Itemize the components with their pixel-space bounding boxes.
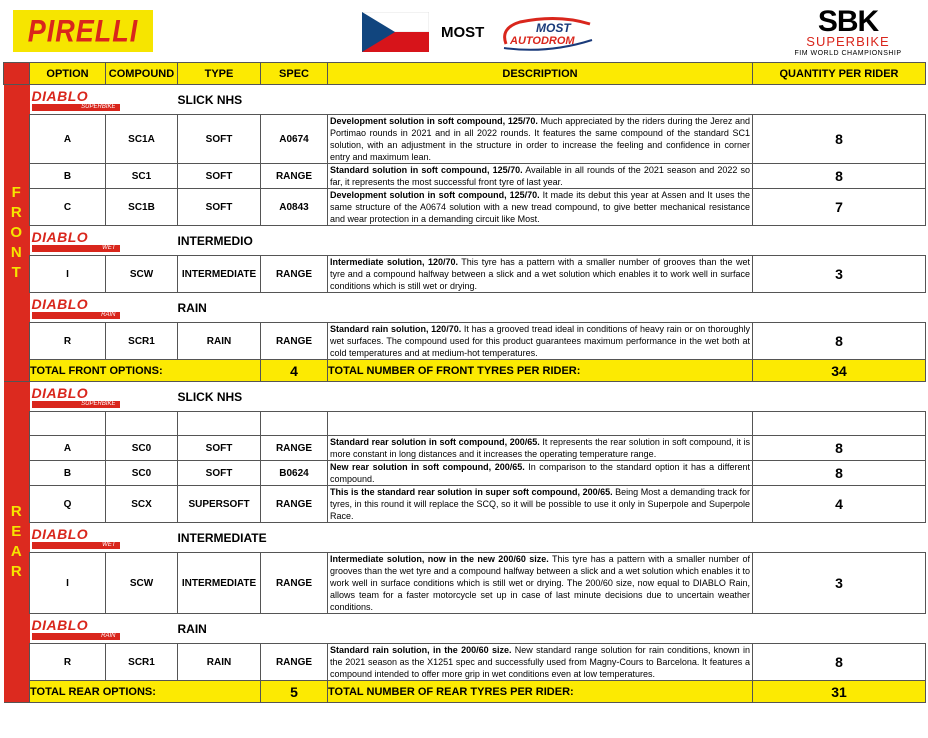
- description-cell: [328, 553, 753, 614]
- front-side-letter: O: [10, 224, 23, 241]
- column-header: TYPE: [178, 63, 261, 85]
- spec-cell: B0624: [261, 461, 328, 486]
- diablo-logo-brand: DIABLO: [31, 616, 89, 633]
- description-cell: [328, 256, 753, 293]
- venue-label: MOST: [441, 24, 485, 41]
- spec-cell: A0674: [261, 115, 328, 164]
- diablo-logo-brand: DIABLO: [31, 295, 89, 312]
- tyre-row: [4, 644, 926, 681]
- description-text: Available in all rounds of the 2021 season and 2022 so far, it represents the most successful front tyre of last year.: [330, 165, 750, 187]
- front-side-label: [4, 85, 30, 382]
- compound-cell: SCW: [106, 256, 178, 293]
- diablo-logo-brand: DIABLO: [31, 384, 89, 401]
- tyre-row: [4, 486, 926, 523]
- option-cell: A: [30, 436, 106, 461]
- type-cell: RAIN: [178, 644, 261, 681]
- description-cell: [328, 644, 753, 681]
- description-text: Much appreciated by the riders during the Jerez and Portimao rounds in 2021 and in all 2022 rounds. It features the same compound of the standard SC1 solution, with an adjustment in the structure in order to increase the feeling and confidence in corner entry and maximum lean.: [330, 116, 751, 162]
- diablo-logo: [31, 295, 120, 318]
- description-heading: Standard rain solution, 120/70.: [330, 324, 462, 334]
- page-header: [0, 0, 928, 62]
- diablo-logo-cell: [30, 614, 178, 644]
- autodrom-logo-bottom: AUTODROM: [510, 35, 575, 47]
- category-row: [4, 382, 926, 412]
- tyre-row: [4, 115, 926, 164]
- option-cell: C: [30, 189, 106, 226]
- sbk-logo-sub2: FIM WORLD CHAMPIONSHIP: [794, 50, 902, 57]
- autodrom-logo-top: MOST: [536, 21, 571, 35]
- diablo-logo-cell: [30, 523, 178, 553]
- description-text: It represents the rear solution in soft compound, it is more constant in long distances and it increases the operating temperature range.: [330, 437, 750, 459]
- tyre-allocation-table: [3, 62, 926, 703]
- option-cell: B: [30, 164, 106, 189]
- column-header: QUANTITY PER RIDER: [753, 63, 926, 85]
- spec-cell: RANGE: [261, 256, 328, 293]
- description-heading: Standard rain solution, in the 200/60 size.: [330, 645, 512, 655]
- total-options-value: 4: [261, 360, 328, 382]
- diablo-logo-brand: DIABLO: [31, 87, 89, 104]
- description-text: It has a grooved tread ideal in conditions of heavy rain or on thoroughly wet surfaces. The compound used for this product guarantees maximum performance in the wet both at cold temperatures and at medium-hot temperatures.: [330, 324, 750, 358]
- quantity-cell: 3: [753, 553, 926, 614]
- category-name: RAIN: [178, 293, 926, 323]
- category-name: INTERMEDIO: [178, 226, 926, 256]
- description-cell: [328, 189, 753, 226]
- total-options-value: 5: [261, 681, 328, 703]
- total-tyres-label: TOTAL NUMBER OF REAR TYRES PER RIDER:: [328, 681, 753, 703]
- rear-total-row: [4, 681, 926, 703]
- diablo-logo-cell: [30, 293, 178, 323]
- tyre-row: [4, 323, 926, 360]
- description-heading: Development solution in soft compound, 125/70.: [330, 116, 538, 126]
- spec-cell: RANGE: [261, 486, 328, 523]
- diablo-logo-sub: RAIN: [32, 633, 120, 640]
- description-text: Being Most a demanding track for tyres, in this round it will replace the SCQ, so it will be possible to use it only in Superpole and Superpole Race.: [330, 487, 750, 521]
- blank-cell: [30, 412, 106, 436]
- pirelli-logo: PIRELLI: [13, 10, 153, 52]
- type-cell: RAIN: [178, 323, 261, 360]
- blank-row: [4, 412, 926, 436]
- description-heading: Development solution in soft compound, 125/70.: [330, 190, 540, 200]
- quantity-cell: 8: [753, 164, 926, 189]
- front-side-letter: R: [10, 204, 22, 221]
- diablo-logo-brand: DIABLO: [31, 228, 89, 245]
- diablo-logo: [31, 384, 120, 407]
- quantity-cell: 3: [753, 256, 926, 293]
- type-cell: SOFT: [178, 189, 261, 226]
- compound-cell: SCR1: [106, 323, 178, 360]
- column-header: COMPOUND: [106, 63, 178, 85]
- total-tyres-value: 31: [753, 681, 926, 703]
- option-cell: R: [30, 323, 106, 360]
- compound-cell: SCR1: [106, 644, 178, 681]
- rear-side-letter: E: [11, 523, 22, 540]
- diablo-logo-sub: RAIN: [32, 312, 120, 319]
- sbk-logo: [788, 5, 908, 58]
- description-cell: [328, 323, 753, 360]
- description-cell: [328, 436, 753, 461]
- blank-cell: [261, 412, 328, 436]
- rear-side-letter: R: [10, 503, 22, 520]
- blank-cell: [106, 412, 178, 436]
- tyre-row: [4, 553, 926, 614]
- quantity-cell: 8: [753, 323, 926, 360]
- tyre-row: [4, 256, 926, 293]
- diablo-logo-brand: DIABLO: [31, 525, 89, 542]
- column-header: OPTION: [30, 63, 106, 85]
- description-cell: [328, 115, 753, 164]
- category-name: SLICK NHS: [178, 382, 926, 412]
- rear-side-label: [4, 382, 30, 703]
- description-heading: Intermediate solution, 120/70.: [330, 257, 458, 267]
- diablo-logo-sub: WET: [32, 245, 120, 252]
- option-cell: B: [30, 461, 106, 486]
- quantity-cell: 4: [753, 486, 926, 523]
- category-row: [4, 293, 926, 323]
- total-tyres-label: TOTAL NUMBER OF FRONT TYRES PER RIDER:: [328, 360, 753, 382]
- compound-cell: SC0: [106, 436, 178, 461]
- rear-side-letter: A: [10, 543, 22, 560]
- quantity-cell: 8: [753, 436, 926, 461]
- type-cell: SOFT: [178, 115, 261, 164]
- type-cell: SOFT: [178, 164, 261, 189]
- front-total-row: [4, 360, 926, 382]
- category-row: [4, 614, 926, 644]
- description-text: In comparison to the standard option it has a different compound.: [330, 462, 750, 484]
- autodrom-logo: [498, 14, 598, 54]
- spec-cell: RANGE: [261, 164, 328, 189]
- compound-cell: SC1: [106, 164, 178, 189]
- tyre-row: [4, 164, 926, 189]
- category-name: RAIN: [178, 614, 926, 644]
- sbk-logo-main: SBK: [817, 5, 879, 38]
- diablo-logo: [31, 525, 120, 548]
- blank-cell: [178, 412, 261, 436]
- column-header-row: [4, 63, 926, 85]
- tyre-row: [4, 461, 926, 486]
- total-options-label: TOTAL REAR OPTIONS:: [30, 681, 261, 703]
- category-row: [4, 85, 926, 115]
- description-heading: Standard rear solution in soft compound, 200/65.: [330, 437, 540, 447]
- compound-cell: SCX: [106, 486, 178, 523]
- option-cell: Q: [30, 486, 106, 523]
- type-cell: INTERMEDIATE: [178, 256, 261, 293]
- tyre-row: [4, 436, 926, 461]
- diablo-logo-sub: SUPERBIKE: [32, 401, 120, 408]
- type-cell: SOFT: [178, 436, 261, 461]
- quantity-cell: 7: [753, 189, 926, 226]
- header-corner: [4, 63, 30, 85]
- description-heading: Intermediate solution, now in the new 200/60 size.: [330, 554, 549, 564]
- diablo-logo-cell: [30, 382, 178, 412]
- spec-cell: RANGE: [261, 436, 328, 461]
- quantity-cell: 8: [753, 115, 926, 164]
- description-heading: This is the standard rear solution in super soft compound, 200/65.: [330, 487, 613, 497]
- type-cell: SUPERSOFT: [178, 486, 261, 523]
- category-row: [4, 226, 926, 256]
- description-text: This tyre has a pattern with a smaller number of grooves than the wet tyre and a compound halfway between a slick and a wet solution which enables it to work well in surface conditions which is still wet or drying.: [330, 257, 750, 291]
- diablo-logo: [31, 87, 120, 110]
- rear-side-letter: R: [10, 563, 22, 580]
- column-header: SPEC: [261, 63, 328, 85]
- front-side-letter: N: [10, 244, 22, 261]
- type-cell: SOFT: [178, 461, 261, 486]
- category-row: [4, 523, 926, 553]
- diablo-logo-sub: WET: [32, 542, 120, 549]
- diablo-logo-cell: [30, 226, 178, 256]
- diablo-logo-sub: SUPERBIKE: [32, 104, 120, 111]
- option-cell: I: [30, 256, 106, 293]
- spec-cell: RANGE: [261, 644, 328, 681]
- total-tyres-value: 34: [753, 360, 926, 382]
- type-cell: INTERMEDIATE: [178, 553, 261, 614]
- quantity-cell: 8: [753, 461, 926, 486]
- column-header: DESCRIPTION: [328, 63, 753, 85]
- category-name: SLICK NHS: [178, 85, 926, 115]
- spec-cell: RANGE: [261, 323, 328, 360]
- option-cell: R: [30, 644, 106, 681]
- option-cell: A: [30, 115, 106, 164]
- sbk-logo-sub: SUPERBIKE: [806, 34, 890, 49]
- compound-cell: SC1B: [106, 189, 178, 226]
- category-name: INTERMEDIATE: [178, 523, 926, 553]
- description-heading: Standard solution in soft compound, 125/70.: [330, 165, 523, 175]
- compound-cell: SC0: [106, 461, 178, 486]
- compound-cell: SCW: [106, 553, 178, 614]
- description-cell: [328, 486, 753, 523]
- description-text: It made its debut this year at Assen and It uses the same structure of the A0674 solution with a new tread compound, to give better mechanical resistance and wear protection in a demanding circuit like Most.: [330, 190, 751, 224]
- quantity-cell: 8: [753, 644, 926, 681]
- spec-cell: A0843: [261, 189, 328, 226]
- description-cell: [328, 164, 753, 189]
- description-text: This tyre has a pattern with a smaller number of grooves than the wet tyre and a compound halfway between a slick and a wet solution which enables it to work well in surface conditions which is still wet or drying. The 200/60 size, now equal to DIABLO Rain, allows team for a faster motorcycle set up in case of last minute decisions due to uncertain weather conditions.: [330, 554, 750, 612]
- tyre-row: [4, 189, 926, 226]
- diablo-logo: [31, 228, 120, 251]
- option-cell: I: [30, 553, 106, 614]
- czech-flag-icon: [362, 12, 429, 52]
- description-cell: [328, 461, 753, 486]
- total-options-label: TOTAL FRONT OPTIONS:: [30, 360, 261, 382]
- description-heading: New rear solution in soft compound, 200/65.: [330, 462, 525, 472]
- spec-cell: RANGE: [261, 553, 328, 614]
- front-side-letter: T: [11, 264, 21, 281]
- blank-cell: [753, 412, 926, 436]
- diablo-logo: [31, 616, 120, 639]
- compound-cell: SC1A: [106, 115, 178, 164]
- front-side-letter: F: [11, 184, 21, 201]
- blank-cell: [328, 412, 753, 436]
- diablo-logo-cell: [30, 85, 178, 115]
- description-text: New standard range solution for rain conditions, known in the 2021 season as the X1251 spec and successfully used from Magny-Cours to Barcelona. It features a compound intended to offer more grip in wet conditions even at low temperatures.: [330, 645, 751, 679]
